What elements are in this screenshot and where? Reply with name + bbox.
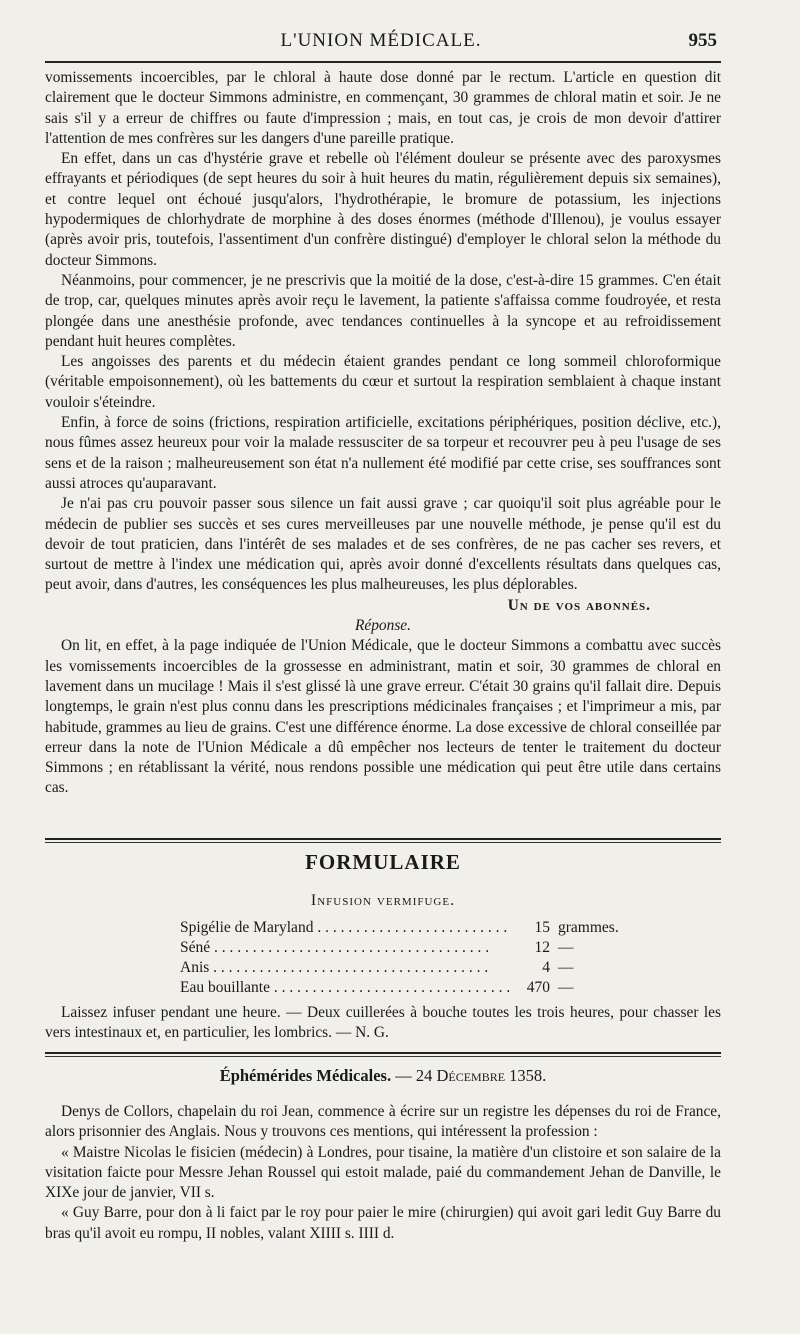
recipe-ingredients bbox=[180, 918, 620, 998]
letter-paragraph: En effet, dans un cas d'hystérie grave et rebelle où l'élément douleur se présente avec des paroxysmes effrayants et périodiques (de sept heures du soir à huit heures du matin, régulièrement depuis six semaines), et contre lequel ont échoué jusqu'alors, l'hydrothérapie, le bromure de potassium, les injections hypodermiques de chlorhydrate de morphine à des doses énormes (méthode d'Illenou), je voulus essayer (après avoir pris, toutefois, l'assentiment d'un confrère distingué) d'employer le chloral selon la méthode du docteur Simmons. bbox=[45, 150, 721, 269]
ingredient-row bbox=[180, 978, 620, 998]
letter-paragraph: Les angoisses des parents et du médecin étaient grandes pendant ce long sommeil chloroformique (véritable empoisonnement), où les battements du cœur et surtout la respiration semblaient à chaque instant vouloir s'éteindre. bbox=[45, 353, 721, 411]
section-rule bbox=[45, 1052, 721, 1054]
ingredient-name: Séné . . . bbox=[180, 938, 510, 958]
header-rule bbox=[45, 61, 721, 63]
ephemerides-date: — 24 Décembre 1358. bbox=[395, 1066, 547, 1085]
ingredient-name: Anis . . . bbox=[180, 958, 510, 978]
ingredient-row bbox=[180, 938, 620, 958]
ephemerides-paragraph: Denys de Collors, chapelain du roi Jean, commence à écrire sur un registre les dépenses du roi de France, alors prisonnier des Anglais. Nous y trouvons ces mentions, qui intéressent la profession : bbox=[45, 1103, 721, 1141]
letter-paragraph: Néanmoins, pour commencer, je ne prescrivis que la moitié de la dose, c'est-à-dire 15 grammes. C'en était de trop, car, quelques minutes après avoir reçu le lavement, la patiente s'affaissa comme foudroyée, et resta plongée dans une anesthésie profonde, avec tendances continuelles à la syncope et au refroidissement pendant huit heures complètes. bbox=[45, 271, 721, 350]
formulaire-title: FORMULAIRE bbox=[305, 850, 461, 874]
journal-title: L'UNION MÉDICALE. bbox=[280, 30, 482, 51]
ingredient-qty: 12 bbox=[534, 939, 550, 956]
section-rule bbox=[45, 838, 721, 840]
recipe-title: Infusion vermifuge. bbox=[310, 892, 456, 909]
letter-paragraph: vomissements incoercibles, par le chloral à haute dose donné par le rectum. L'article en question dit clairement que le docteur Simmons administre, en commençant, 30 grammes de chloral matin et soir. Je ne sais s'il y a erreur de chiffres ou faute d'impression ; mais, en tout cas, je crois de mon devoir d'attirer l'attention de mes confrères sur les dangers d'une pareille pratique. bbox=[45, 69, 721, 147]
letter-paragraph: Je n'ai pas cru pouvoir passer sous silence un fait aussi grave ; car quoiqu'il soit plus agréable pour le médecin de publier ses succès et ses cures merveilleuses par une nouvelle méthode, je pense qu'il est du devoir de tout praticien, dans l'intérêt de ses malades et de ses confrères, de ne pas cacher ses revers, et surtout de mettre à l'index une médication qui, après avoir donné d'excellents résultats dans quelques cas, peut avoir, dans d'autres, les conséquences les plus malheureuses, les plus déplorables. bbox=[45, 495, 721, 594]
recipe-instructions-block bbox=[45, 1003, 721, 1044]
ingredient-unit: — bbox=[558, 979, 574, 996]
running-head bbox=[45, 30, 717, 56]
ephemerides-body bbox=[45, 1102, 721, 1244]
ingredient-qty: 15 bbox=[534, 919, 550, 936]
ephemerides-heading: Éphémérides Médicales. bbox=[219, 1066, 392, 1085]
ingredient-qty: 4 bbox=[542, 959, 550, 976]
ephemerides-paragraph: « Guy Barre, pour don à li faict par le roy pour paier le mire (chirurgien) qui avoit gari ledit Guy Barre du bras qu'il avoit eu rompu, II nobles, valant XIIII s. IIII d. bbox=[45, 1204, 721, 1242]
ingredient-unit: — bbox=[558, 939, 574, 956]
letter-body bbox=[45, 68, 721, 799]
recipe-instructions: Laissez infuser pendant une heure. — Deux cuillerées à bouche toutes les trois heures, pour chasser les vers intestinaux et, en particulier, les lombrics. — N. G. bbox=[45, 1004, 721, 1042]
ingredient-row bbox=[180, 958, 620, 978]
ephemerides-title bbox=[45, 1066, 721, 1086]
ingredient-name: Eau bouillante . . . bbox=[180, 978, 510, 998]
ingredient-qty: 470 bbox=[526, 979, 550, 996]
ingredient-row bbox=[180, 918, 620, 938]
ephemerides-paragraph: « Maistre Nicolas le fisicien (médecin) à Londres, pour tisaine, la matière d'un clistoire et son salaire de la visitation faicte pour Messre Jehan Roussel qui estoit malade, paié du commandement Jehan de Danville, le XIXe jour de janvier, VII s. bbox=[45, 1143, 721, 1202]
ingredient-name: Spigélie de Maryland . . . bbox=[180, 918, 510, 938]
letter-signature: Un de vos abonnés. bbox=[507, 596, 651, 614]
ingredient-unit: — bbox=[558, 959, 574, 976]
reponse-paragraph: On lit, en effet, à la page indiquée de l'Union Médicale, que le docteur Simmons a combattu avec succès les vomissements incoercibles de la grossesse en administrant, matin et soir, 30 grammes de chloral en lavement dans un mucilage ! Mais il s'est glissé là une grave erreur. C'était 30 grains qu'il fallait dire. Depuis longtemps, le grain n'est plus connu dans les prescriptions médicinales françaises ; et l'imprimeur a mis, par habitude, grammes au lieu de grains. C'est une différence énorme. La dose excessive de chloral conseillée par erreur dans la note de l'Union Médicale a dû empêcher nos lecteurs de tenter le traitement du docteur Simmons ; en rétablissant la vérité, nous rendons possible une médication qui peut être utile dans certains cas. bbox=[45, 637, 721, 797]
section-rule-thin bbox=[45, 842, 721, 843]
letter-paragraph: Enfin, à force de soins (frictions, respiration artificielle, excitations périphériques, position déclive, etc.), nous fûmes assez heureux pour voir la malade ressusciter de sa torpeur et recouvrer peu à peu l'usage de ses sens et de la raison ; malheureusement son état n'a nullement été modifié par cette crise, ses souffrances sont aussi atroces qu'auparavant. bbox=[45, 414, 721, 492]
reponse-heading: Réponse. bbox=[355, 617, 411, 635]
section-rule-thin bbox=[45, 1056, 721, 1057]
page-number: 955 bbox=[688, 30, 717, 51]
ingredient-unit: grammes. bbox=[558, 919, 619, 936]
